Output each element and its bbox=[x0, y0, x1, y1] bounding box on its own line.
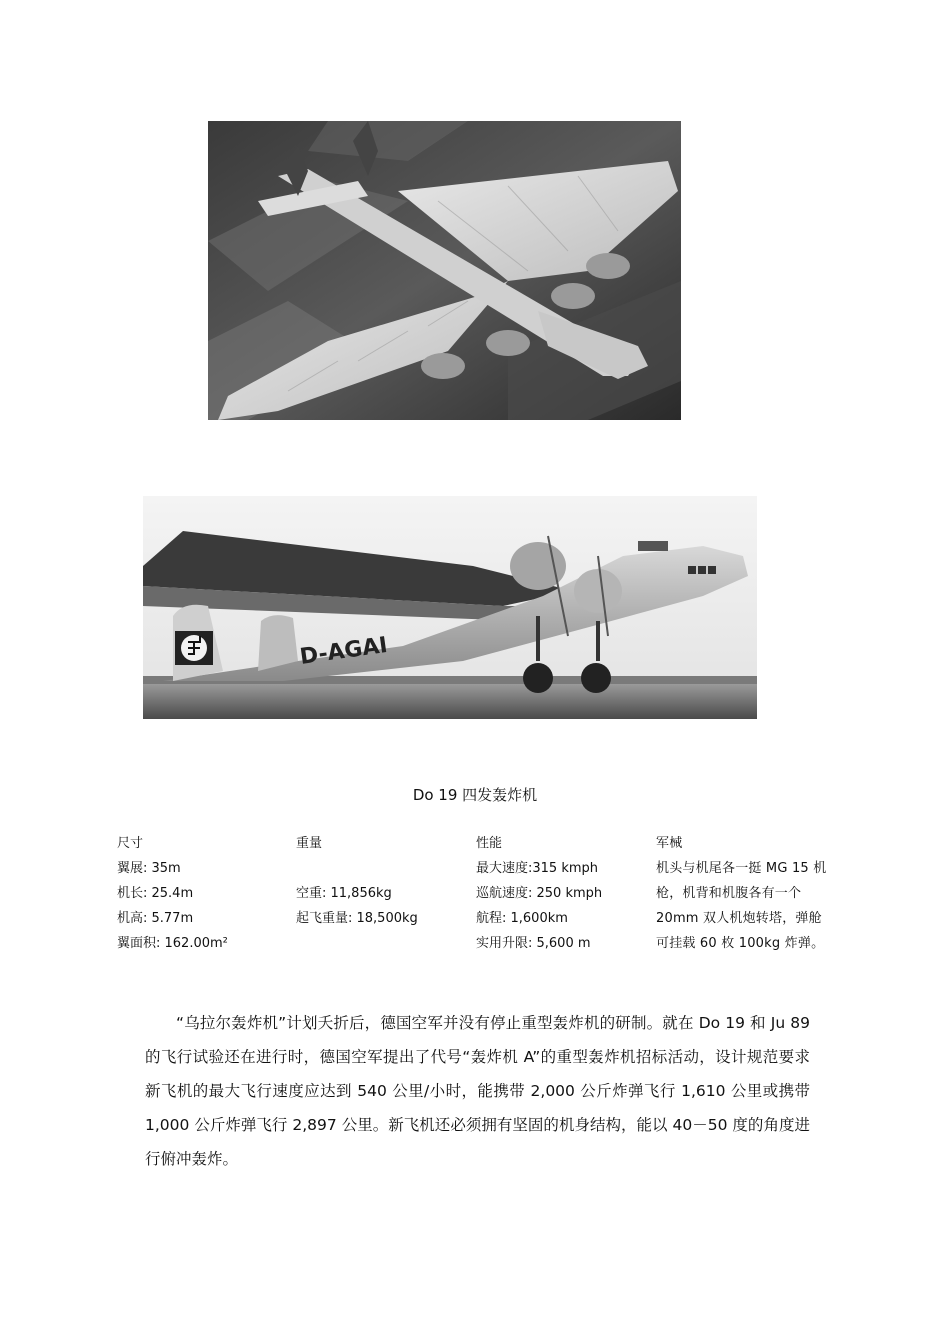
spec-line: 空重: 11,856kg bbox=[296, 886, 392, 901]
spec-line: 巡航速度: 250 kmph bbox=[476, 886, 603, 901]
spec-column-armament bbox=[656, 834, 826, 959]
spec-column-weight bbox=[296, 834, 418, 959]
spec-line: 枪，机背和机腹各有一个 bbox=[656, 886, 802, 901]
aircraft-photo-on-ground bbox=[143, 496, 757, 719]
spec-line: 实用升限: 5,600 m bbox=[476, 936, 591, 951]
spec-line: 机长: 25.4m bbox=[117, 886, 194, 901]
spec-line bbox=[296, 859, 418, 884]
spec-line: 翼展: 35m bbox=[117, 861, 181, 876]
spec-header: 尺寸 bbox=[117, 836, 144, 851]
body-paragraph: “乌拉尔轰炸机”计划夭折后，德国空军并没有停止重型轰炸机的研制。就在 Do 19 和 Ju 89 的飞行试验还在进行时，德国空军提出了代号“轰炸机 A”的重型轰炸机招标活动，设计规范要求新飞机的最大飞行速度应达到 540 公里/小时，能携带 2,000 公斤炸弹飞行 1,610 公里或携带 1,000 公斤炸弹飞行 2,897 公里。新飞机还必须拥有坚固的机身结构，能以 40－50 度的角度进行俯冲轰炸。 bbox=[145, 1014, 810, 1168]
spec-line: 20mm 双人机炮转塔，弹舱 bbox=[656, 911, 822, 926]
spec-column-performance bbox=[476, 834, 602, 959]
spec-column-dimensions bbox=[117, 834, 228, 959]
spec-line: 最大速度:315 kmph bbox=[476, 861, 599, 876]
spec-line: 航程: 1,600km bbox=[476, 911, 568, 926]
aircraft-photo-in-flight bbox=[208, 121, 681, 420]
spec-line: 机高: 5.77m bbox=[117, 911, 194, 926]
spec-line bbox=[296, 934, 418, 959]
spec-line: 起飞重量: 18,500kg bbox=[296, 911, 418, 926]
aircraft-on-ground-image bbox=[143, 496, 757, 719]
spec-header: 性能 bbox=[476, 836, 503, 851]
registration-mark: D-AGAI bbox=[298, 632, 390, 670]
spec-line: 机头与机尾各一挺 MG 15 机 bbox=[656, 861, 827, 876]
spec-line: 可挂载 60 枚 100kg 炸弹。 bbox=[656, 936, 825, 951]
spec-header: 重量 bbox=[296, 836, 323, 851]
spec-header: 军械 bbox=[656, 836, 683, 851]
figure-caption: Do 19 四发轰炸机 bbox=[412, 786, 538, 804]
aircraft-in-flight-image bbox=[208, 121, 681, 420]
spec-line: 翼面积: 162.00m² bbox=[117, 936, 228, 951]
